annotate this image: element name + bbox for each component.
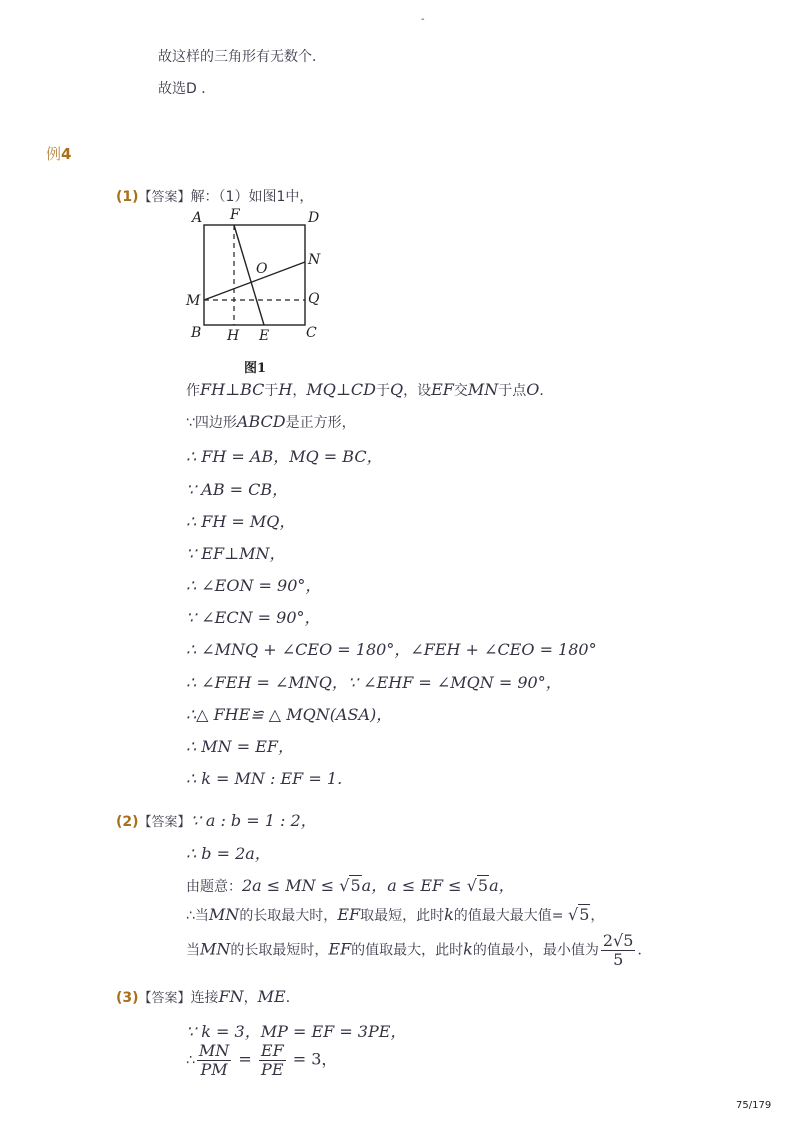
p3-step-2: ∵ k = 3，MP = EF = 3PE， xyxy=(186,1022,407,1041)
p2-step-4: ∴当MN的长取最大时，EF取最短，此时k的值最大最大值= √5， xyxy=(186,905,605,924)
fraction-min-value: $\frac{2√5}{5}$ xyxy=(602,931,634,969)
intro-line-2: 故选D ． xyxy=(158,81,216,97)
fraction-ef-pe: $\frac{EF}{PE}$ xyxy=(260,1041,284,1079)
part3-header: (3)【答案】连接FN，ME． xyxy=(116,987,300,1006)
label-c: C xyxy=(306,325,317,341)
square-abcd xyxy=(204,225,305,325)
p2-step-1: ∵ a : b = 1 : 2， xyxy=(190,811,317,830)
label-d: D xyxy=(308,210,320,226)
page-number: 75/179 xyxy=(736,1100,772,1111)
part2-header xyxy=(116,808,317,831)
label-f: F xyxy=(230,207,240,223)
p1-step-4: ∵ AB = CB， xyxy=(186,480,289,499)
p1-step-3: ∴ FH = AB，MQ = BC， xyxy=(186,447,383,466)
label-m: M xyxy=(186,293,201,309)
part1-lead: 解：（1）如图1中， xyxy=(190,189,314,205)
p1-step-1: 作FH⊥BC于H，MQ⊥CD于Q，设EF交MN于点O． xyxy=(186,380,554,399)
intro-line-1: 故这样的三角形有无数个． xyxy=(158,49,326,65)
part2-tag: (2) xyxy=(116,814,139,830)
p1-step-2: ∵四边形ABCD是正方形， xyxy=(186,412,356,431)
example-label: 例 xyxy=(46,145,62,163)
label-e: E xyxy=(259,328,270,344)
label-n: N xyxy=(308,252,321,268)
p1-step-7: ∴ ∠EON = 90°， xyxy=(186,576,322,595)
part3-answer-label: 【答案】 xyxy=(138,991,191,1006)
p2-step-5: 当MN的长取最短时，EF的值取最大，此时k的值最小，最小值为 $\frac{2√5}{5}$ ． xyxy=(186,931,652,969)
p1-step-9: ∴ ∠MNQ + ∠CEO = 180°，∠FEH + ∠CEO = 180° xyxy=(186,640,597,659)
label-o: O xyxy=(256,261,268,277)
part2-answer-label: 【答案】 xyxy=(138,815,191,830)
part1-answer-label: 【答案】 xyxy=(138,190,191,205)
p1-step-10: ∴ ∠FEH = ∠MNQ，∵ ∠EHF = ∠MQN = 90°， xyxy=(186,673,562,692)
p1-step-12: ∴ MN = EF， xyxy=(186,737,295,756)
header-mark: - xyxy=(421,14,425,25)
p1-step-8: ∵ ∠ECN = 90°， xyxy=(186,608,321,627)
p3-step-3: ∴ $\frac{MN}{PM}$ = $\frac{EF}{PE}$ = 3， xyxy=(186,1041,338,1079)
part1-tag: (1) xyxy=(116,189,139,205)
label-h: H xyxy=(227,328,240,344)
example-heading xyxy=(46,143,71,164)
fraction-mn-pm: $\frac{MN}{PM}$ xyxy=(198,1041,230,1079)
p2-step-2: ∴ b = 2a， xyxy=(186,844,271,863)
label-q: Q xyxy=(308,291,320,307)
geometry-figure xyxy=(180,204,340,384)
p1-step-5: ∴ FH = MQ， xyxy=(186,512,296,531)
label-b: B xyxy=(191,325,202,341)
p1-step-13: ∴ k = MN : EF = 1． xyxy=(186,769,354,788)
part1-header xyxy=(116,186,313,206)
label-a: A xyxy=(192,210,203,226)
figure-caption: 图1 xyxy=(244,361,267,376)
p1-step-6: ∵ EF⊥MN， xyxy=(186,544,286,563)
part3-tag: (3) xyxy=(116,990,139,1006)
example-number: 4 xyxy=(61,145,72,163)
p1-step-11: ∴△ FHE≌ △ MQN(ASA)， xyxy=(186,705,393,724)
p2-step-3: 由题意：2a ≤ MN ≤ √5a，a ≤ EF ≤ √5a， xyxy=(186,876,515,895)
